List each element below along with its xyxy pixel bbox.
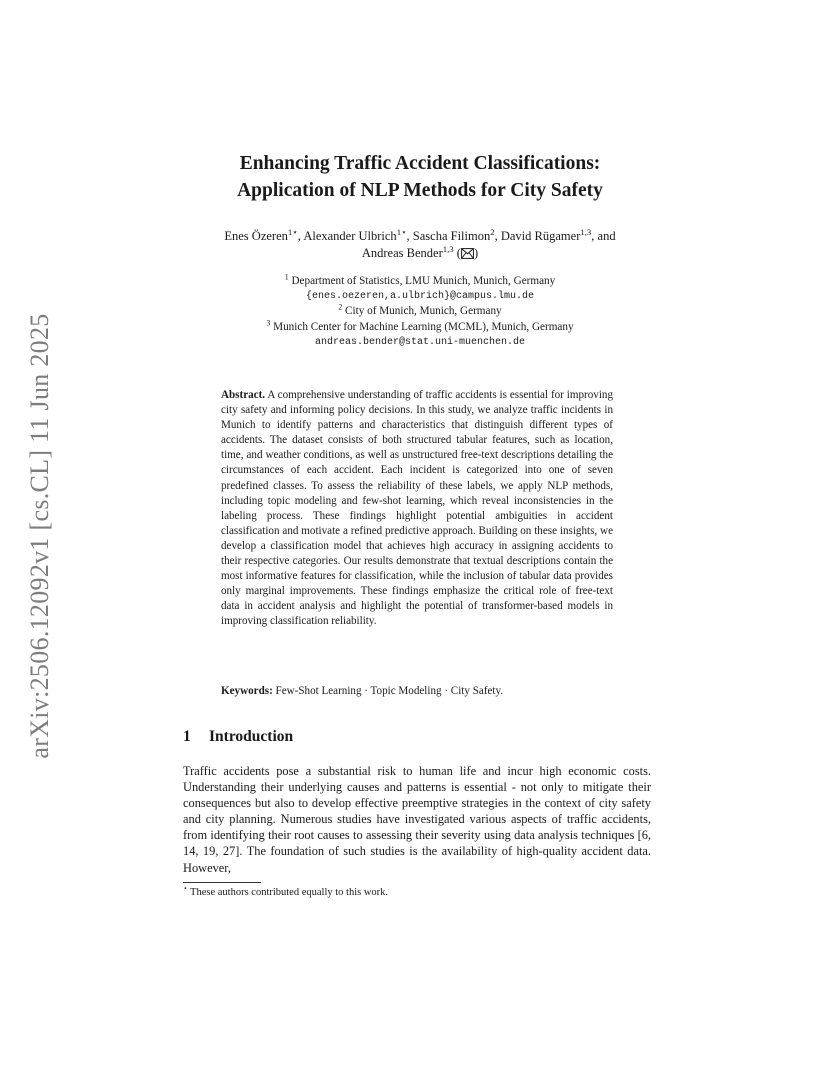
- paper-title: [150, 150, 690, 204]
- abstract-text: A comprehensive understanding of traffic accidents is essential for improving city safety and informing policy decisions. In this study, we analyze traffic incidents in Munich to identify patterns and characteristics that distinguish different types of accidents. The dataset consists of both structured tabular features, such as location, time, and weather conditions, as well as unstructured free-text descriptions detailing the circumstances of each accident. Each incident is categorized into one of seven predefined classes. To assess the reliability of these labels, we apply NLP methods, including topic modeling and few-shot learning, which reveal inconsistencies in the labeling process. These findings highlight potential ambiguities in accident classification and motivate a refined predictive approach. Building on these insights, we develop a classification model that achieves high accuracy in assigning accidents to their respective categories. Our results demonstrate that textual descriptions contain the most informative features for classification, while the inclusion of tabular data provides only marginal improvements. These findings emphasize the critical role of free-text data in accident analysis and highlight the potential of transformer-based models in improving classification reliability.: [221, 389, 613, 628]
- affiliations: [150, 274, 690, 350]
- abstract-label: Abstract.: [221, 389, 266, 401]
- author-affiliation-sup: 1,3: [580, 226, 592, 237]
- abstract: [221, 388, 613, 630]
- keywords-text: Few-Shot Learning · Topic Modeling · City Safety.: [275, 685, 504, 697]
- author-affiliation-sup: 1,3: [442, 243, 454, 254]
- author-affiliation-sup: 2: [490, 226, 495, 237]
- author-name: Alexander Ulbrich: [303, 229, 397, 243]
- affiliation-3-email: andreas.bender@stat.uni-muenchen.de: [314, 336, 526, 348]
- author-list: [150, 228, 690, 264]
- keywords-label: Keywords:: [221, 685, 273, 697]
- title-line-1: Enhancing Traffic Accident Classifications:: [239, 153, 601, 174]
- affiliation-number: 2: [338, 302, 343, 312]
- affiliation-text: Department of Statistics, LMU Munich, Munich, Germany: [291, 275, 556, 287]
- affiliation-text: City of Munich, Munich, Germany: [345, 305, 502, 318]
- affiliation-2: [150, 304, 690, 319]
- title-line-2: Application of NLP Methods for City Safety: [237, 180, 603, 201]
- author-affiliation-sup: 1⋆: [396, 226, 407, 237]
- footnote-rule: [183, 882, 261, 883]
- arxiv-identifier-stamp: arXiv:2506.12092v1 [cs.CL] 11 Jun 2025: [25, 313, 54, 759]
- footnote-text: These authors contributed equally to this work.: [190, 887, 389, 898]
- affiliation-number: 1: [284, 272, 289, 282]
- author-name: Andreas Bender: [361, 246, 443, 260]
- keywords: [221, 684, 613, 699]
- author-line-1: Enes Özeren$^{1⋆}$, Alexander Ulbrich$^{1⋆}$, Sascha Filimon$^2$, David Rügamer$^{1,3}$, and: [224, 226, 616, 243]
- footnote-marker: ⋆: [183, 883, 188, 893]
- affiliation-number: 3: [266, 317, 271, 327]
- author-name: David Rügamer: [500, 229, 581, 243]
- affiliation-text: Munich Center for Machine Learning (MCML), Munich, Germany: [273, 320, 574, 333]
- author-line-2: Andreas Bender$^{1,3}$ ( ): [150, 245, 690, 264]
- section-heading: [183, 727, 293, 747]
- section-number: 1: [183, 728, 191, 745]
- affiliation-1: [150, 274, 690, 289]
- author-name: Sascha Filimon: [412, 229, 491, 243]
- author-affiliation-sup: 1⋆: [287, 226, 298, 237]
- affiliation-1-email: {enes.oezeren,a.ulbrich}@campus.lmu.de: [305, 291, 535, 303]
- footnote: [183, 883, 389, 900]
- affiliation-3: [150, 317, 690, 335]
- introduction-paragraph: Traffic accidents pose a substantial risk to human life and incur high economic costs. Understanding their underlying causes and patterns is essential - not only to mitigate their consequences but also to develop effective preemptive strategies in the context of city safety and city planning. Numerous studies have investigated various aspects of traffic accidents, from identifying their root causes to assessing their severity using data analysis techniques [6, 14, 19, 27]. The foundation of such studies is the availability of high-quality accident data. However,: [183, 764, 651, 875]
- envelope-icon: [461, 247, 474, 264]
- author-conjunction: , and: [591, 229, 616, 243]
- author-name: Enes Özeren: [224, 229, 288, 243]
- section-title: Introduction: [209, 728, 294, 745]
